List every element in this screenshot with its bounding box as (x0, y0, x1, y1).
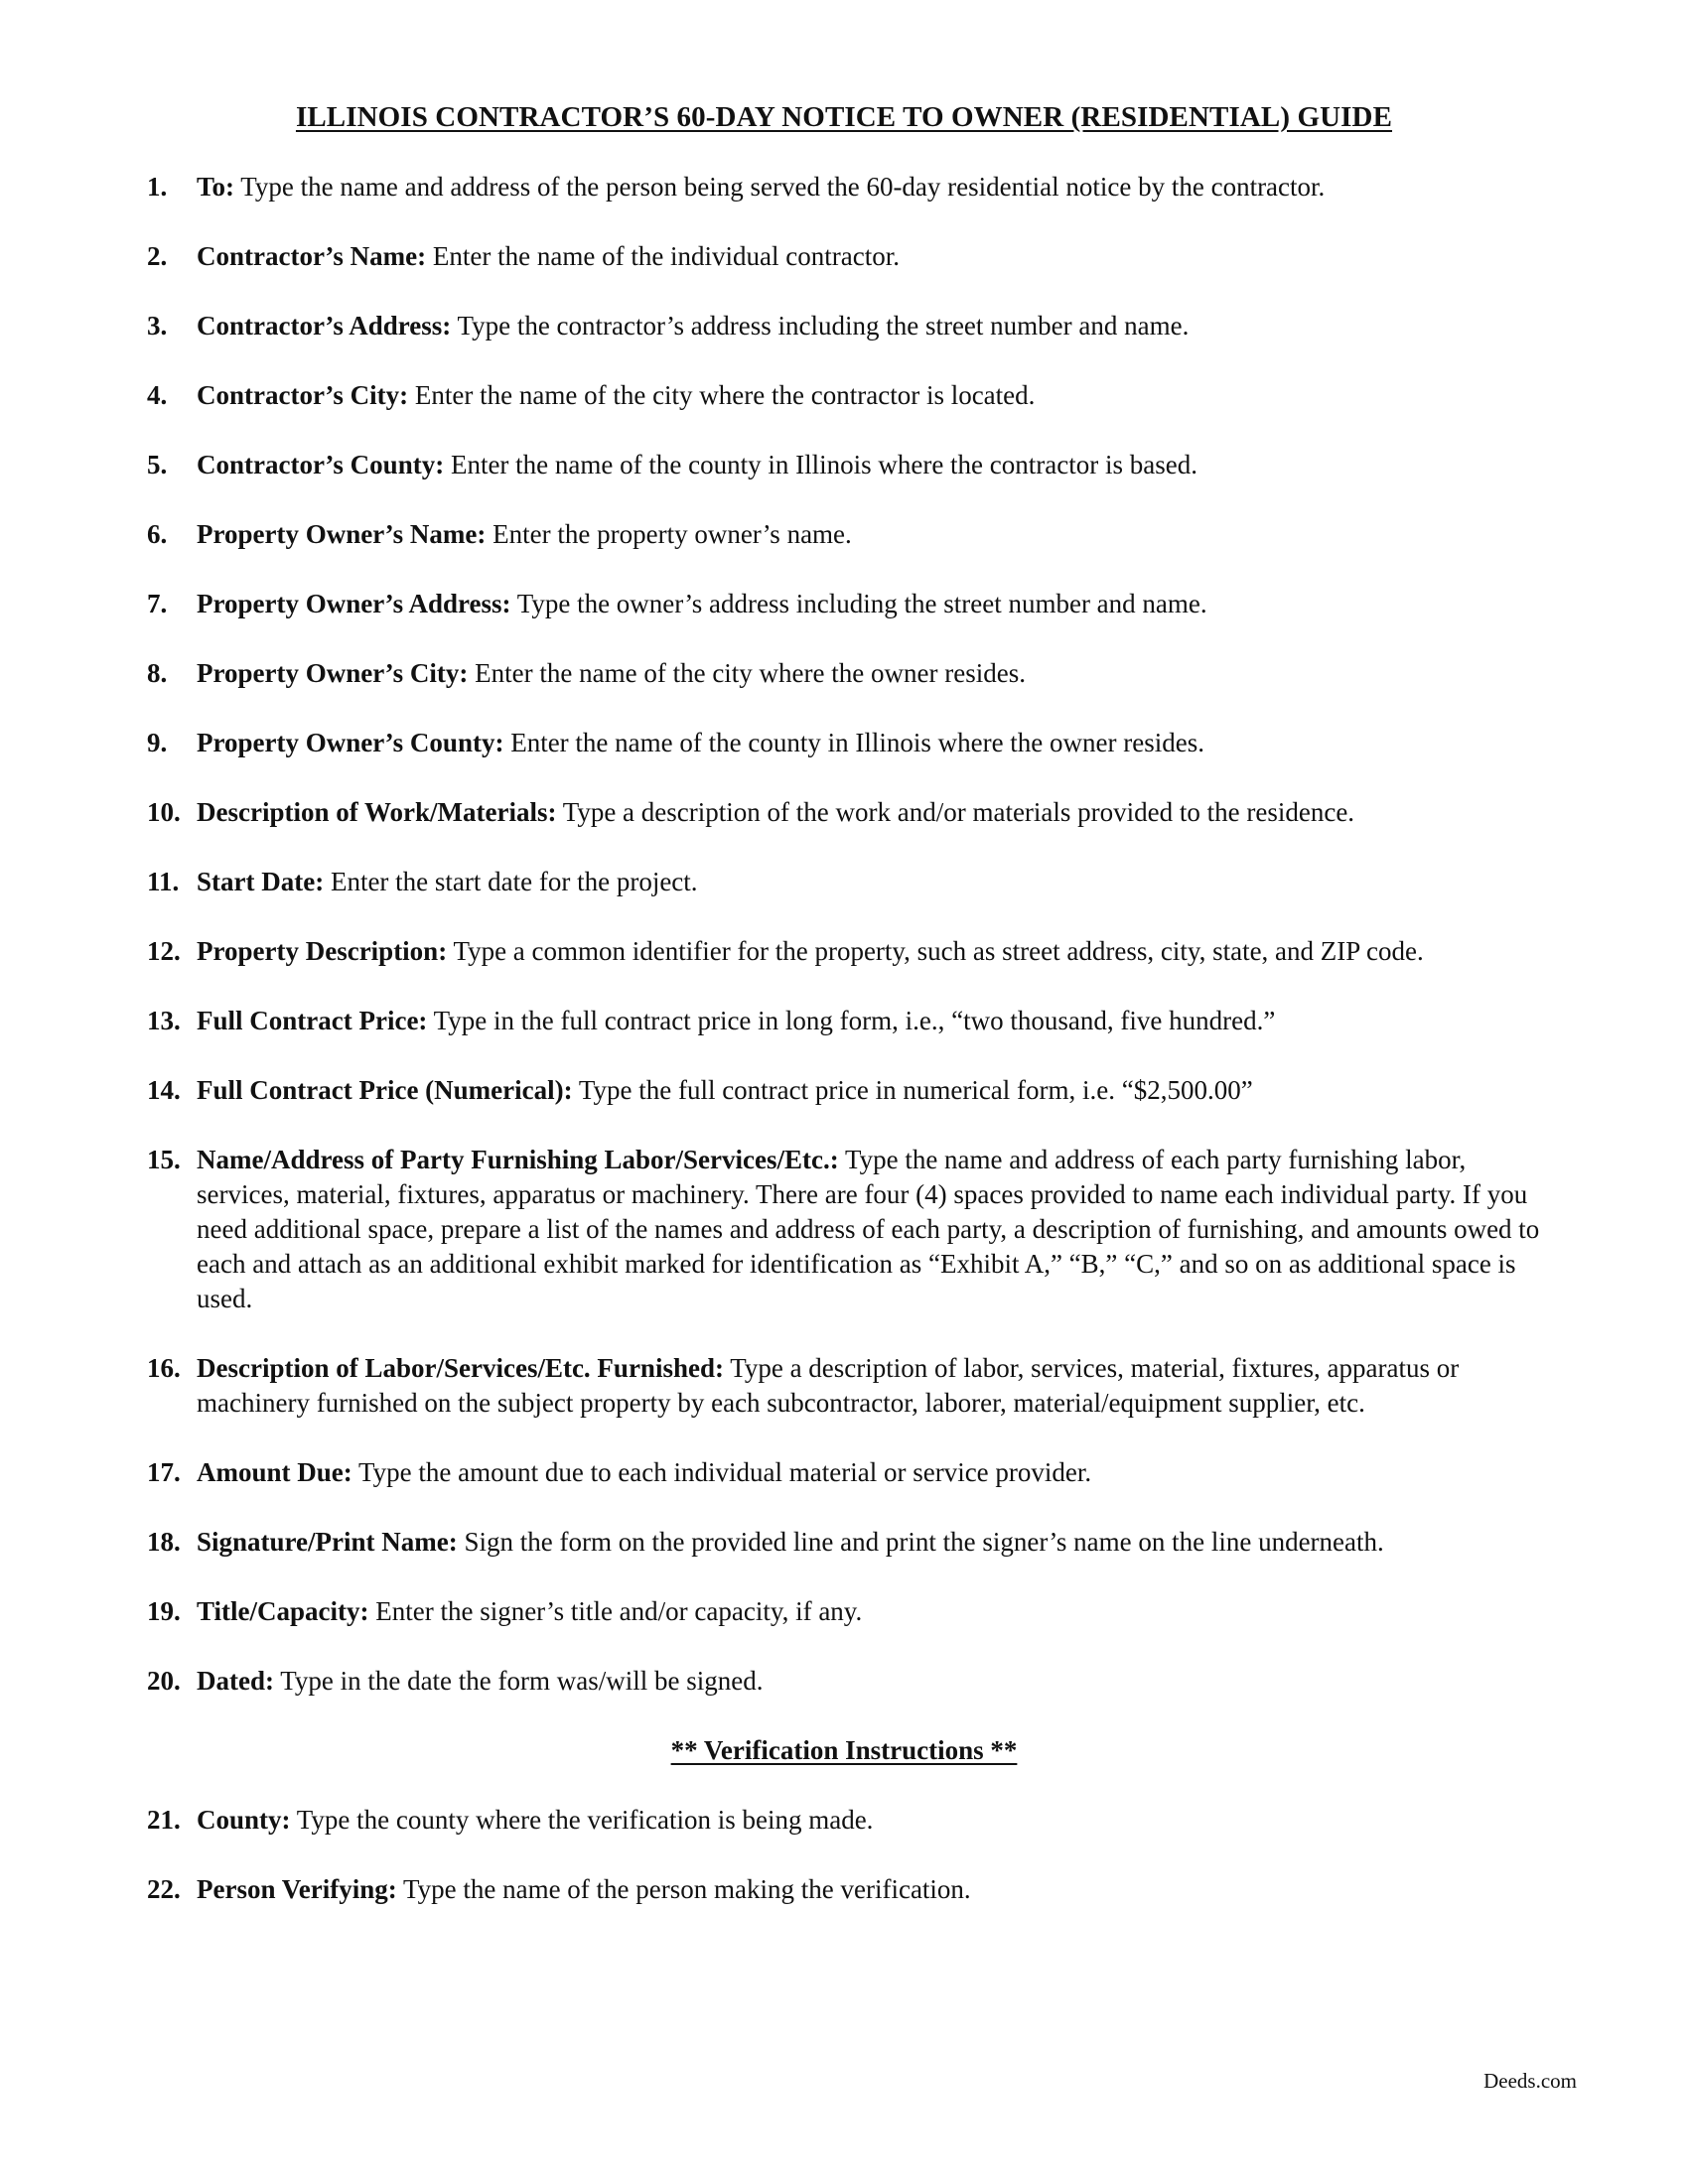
item-text: Enter the start date for the project. (324, 867, 698, 896)
item-text: Type a common identifier for the property, such as street address, city, state, and ZIP code. (447, 936, 1424, 966)
item-number: 3. (147, 311, 168, 341)
item-number: 4. (147, 380, 168, 410)
item-label: Description of Work/Materials: (197, 797, 557, 827)
item-number: 17. (147, 1457, 181, 1487)
guide-item (147, 795, 1557, 830)
item-label: Contractor’s City: (197, 380, 409, 410)
item-number: 19. (147, 1596, 181, 1626)
footer-brand: Deeds.com (1483, 2069, 1577, 2093)
guide-item (147, 1073, 1557, 1108)
guide-item (147, 517, 1557, 552)
item-label: Property Owner’s County: (197, 728, 504, 757)
item-label: Property Description: (197, 936, 448, 966)
item-number: 2. (147, 241, 168, 271)
item-label: To: (197, 172, 235, 202)
item-number: 16. (147, 1353, 181, 1383)
item-label: Title/Capacity: (197, 1596, 369, 1626)
item-label: County: (197, 1805, 291, 1835)
guide-item (147, 1455, 1557, 1490)
item-label: Person Verifying: (197, 1874, 397, 1904)
verification-heading-text: ** Verification Instructions ** (670, 1735, 1018, 1765)
guide-item (147, 934, 1557, 969)
guide-item (147, 1351, 1557, 1421)
item-number: 20. (147, 1666, 181, 1696)
item-number: 7. (147, 589, 168, 618)
item-text: Type the full contract price in numerical form, i.e. “$2,500.00” (572, 1075, 1253, 1105)
item-label: Name/Address of Party Furnishing Labor/Services/Etc.: (197, 1145, 839, 1174)
item-text: Type a description of labor, services, material, fixtures, apparatus or machinery furnished on the subject property by each subcontractor, laborer, material/equipment supplier, etc. (197, 1353, 1460, 1418)
item-label: Signature/Print Name: (197, 1527, 458, 1557)
guide-item (147, 1143, 1557, 1316)
item-text: Enter the name of the city where the owner resides. (468, 658, 1026, 688)
item-text: Type the name of the person making the verification. (396, 1874, 971, 1904)
item-number: 22. (147, 1874, 181, 1904)
item-label: Contractor’s Address: (197, 311, 452, 341)
guide-item (147, 865, 1557, 899)
verification-heading (0, 1733, 1688, 1768)
item-label: Dated: (197, 1666, 274, 1696)
item-label: Description of Labor/Services/Etc. Furnished: (197, 1353, 724, 1383)
item-text: Enter the name of the county in Illinois where the contractor is based. (444, 450, 1197, 479)
item-text: Type the contractor’s address including the street number and name. (451, 311, 1190, 341)
item-label: Property Owner’s Name: (197, 519, 487, 549)
item-text: Type the name and address of each party furnishing labor, services, material, fixtures, apparatus or machinery. There are four (4) spaces provided to name each individual party. If you need additional space, prepare a list of the names and address of each party, a description of furnishing, and amounts owed to each and attach as an additional exhibit marked for identification as “Exhibit A,” “B,” “C,” and so on as additional space is used. (197, 1145, 1540, 1313)
item-label: Property Owner’s Address: (197, 589, 511, 618)
guide-item (147, 1594, 1557, 1629)
item-text: Type the name and address of the person being served the 60-day residential notice by the contractor. (234, 172, 1326, 202)
guide-item (147, 1803, 1557, 1838)
guide-item (147, 1872, 1557, 1907)
item-text: Enter the name of the individual contractor. (426, 241, 900, 271)
guide-item (147, 378, 1557, 413)
guide-item (147, 309, 1557, 343)
guide-item (147, 1664, 1557, 1699)
item-number: 11. (147, 867, 180, 896)
item-number: 8. (147, 658, 168, 688)
item-text: Enter the property owner’s name. (486, 519, 852, 549)
item-number: 1. (147, 172, 168, 202)
guide-item (147, 726, 1557, 760)
item-label: Amount Due: (197, 1457, 352, 1487)
item-number: 10. (147, 797, 181, 827)
item-text: Type the owner’s address including the street number and name. (510, 589, 1207, 618)
item-label: Full Contract Price: (197, 1006, 428, 1035)
item-label: Property Owner’s City: (197, 658, 469, 688)
item-text: Enter the name of the city where the contractor is located. (408, 380, 1036, 410)
item-label: Contractor’s County: (197, 450, 445, 479)
item-text: Type the county where the verification is being made. (290, 1805, 874, 1835)
item-text: Enter the signer’s title and/or capacity, if any. (368, 1596, 863, 1626)
item-text: Type in the date the form was/will be signed. (273, 1666, 764, 1696)
item-label: Contractor’s Name: (197, 241, 427, 271)
item-label: Start Date: (197, 867, 325, 896)
item-text: Sign the form on the provided line and print the signer’s name on the line underneath. (457, 1527, 1384, 1557)
item-number: 14. (147, 1075, 181, 1105)
guide-item (147, 1004, 1557, 1038)
item-number: 18. (147, 1527, 181, 1557)
item-text: Type the amount due to each individual material or service provider. (352, 1457, 1092, 1487)
guide-item (147, 587, 1557, 621)
guide-item (147, 1525, 1557, 1560)
guide-item (147, 170, 1557, 205)
item-text: Enter the name of the county in Illinois where the owner resides. (503, 728, 1204, 757)
guide-item (147, 239, 1557, 274)
item-number: 15. (147, 1145, 181, 1174)
item-number: 13. (147, 1006, 181, 1035)
guide-list (147, 170, 1557, 1942)
item-label: Full Contract Price (Numerical): (197, 1075, 573, 1105)
guide-item (147, 448, 1557, 482)
item-text: Type in the full contract price in long form, i.e., “two thousand, five hundred.” (427, 1006, 1276, 1035)
item-number: 21. (147, 1805, 181, 1835)
item-number: 5. (147, 450, 168, 479)
document-title: ILLINOIS CONTRACTOR’S 60-DAY NOTICE TO OWNER (RESIDENTIAL) GUIDE (295, 101, 1393, 133)
item-number: 12. (147, 936, 181, 966)
item-number: 6. (147, 519, 168, 549)
guide-item (147, 656, 1557, 691)
item-text: Type a description of the work and/or materials provided to the residence. (556, 797, 1355, 827)
item-number: 9. (147, 728, 168, 757)
